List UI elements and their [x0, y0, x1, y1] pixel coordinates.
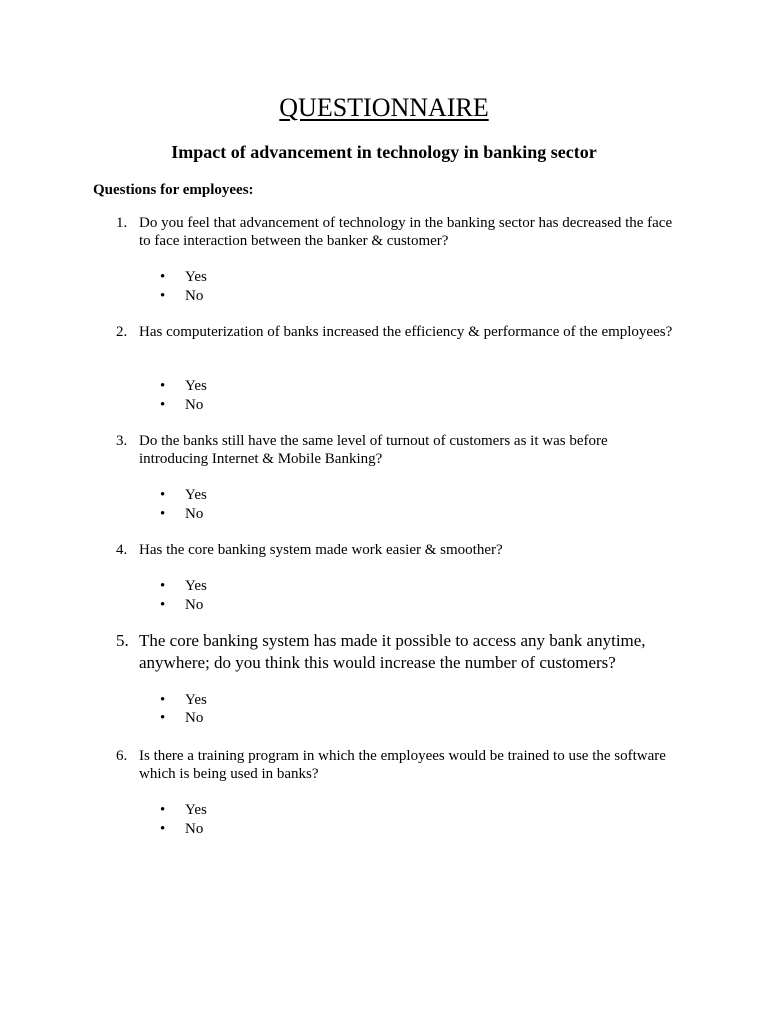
- question-number: 2.: [116, 324, 128, 340]
- question-text: The core banking system has made it possible to access any bank anytime, anywhere; do you think this would increase the number of customers?: [139, 631, 646, 672]
- bullet-icon: •: [160, 288, 166, 304]
- document-title: QUESTIONNAIRE: [279, 93, 489, 122]
- question-number: 1.: [116, 215, 128, 231]
- document-subtitle: Impact of advancement in technology in banking sector: [171, 142, 597, 162]
- question-text: Do you feel that advancement of technology in the banking sector has decreased the face to face interaction between the banker & customer?: [139, 215, 673, 249]
- question-number: 5.: [116, 631, 129, 650]
- option-label: Yes: [185, 487, 207, 503]
- bullet-icon: •: [160, 597, 166, 613]
- option-label: No: [185, 288, 204, 304]
- bullet-icon: •: [160, 710, 166, 726]
- question-text: Is there a training program in which the employees would be trained to use the software which is being used in banks?: [139, 748, 666, 782]
- bullet-icon: •: [160, 802, 166, 818]
- bullet-icon: •: [160, 487, 166, 503]
- bullet-icon: •: [160, 269, 166, 285]
- option-label: No: [185, 506, 204, 522]
- bullet-icon: •: [160, 378, 166, 394]
- option-label: No: [185, 821, 204, 837]
- option-label: Yes: [185, 269, 207, 285]
- option-label: Yes: [185, 692, 207, 708]
- section-heading: Questions for employees:: [93, 182, 254, 198]
- bullet-icon: •: [160, 397, 166, 413]
- option-label: No: [185, 710, 204, 726]
- question-text: Has computerization of banks increased the efficiency & performance of the employees?: [139, 324, 673, 340]
- question-number: 4.: [116, 542, 128, 558]
- question-text: Has the core banking system made work easier & smoother?: [139, 542, 503, 558]
- bullet-icon: •: [160, 692, 166, 708]
- question-text: Do the banks still have the same level of turnout of customers as it was before introducing Internet & Mobile Banking?: [139, 433, 608, 467]
- option-label: Yes: [185, 802, 207, 818]
- bullet-icon: •: [160, 506, 166, 522]
- option-label: Yes: [185, 578, 207, 594]
- option-label: No: [185, 597, 204, 613]
- question-number: 6.: [116, 748, 128, 764]
- bullet-icon: •: [160, 821, 166, 837]
- option-label: No: [185, 397, 204, 413]
- question-number: 3.: [116, 433, 128, 449]
- bullet-icon: •: [160, 578, 166, 594]
- option-label: Yes: [185, 378, 207, 394]
